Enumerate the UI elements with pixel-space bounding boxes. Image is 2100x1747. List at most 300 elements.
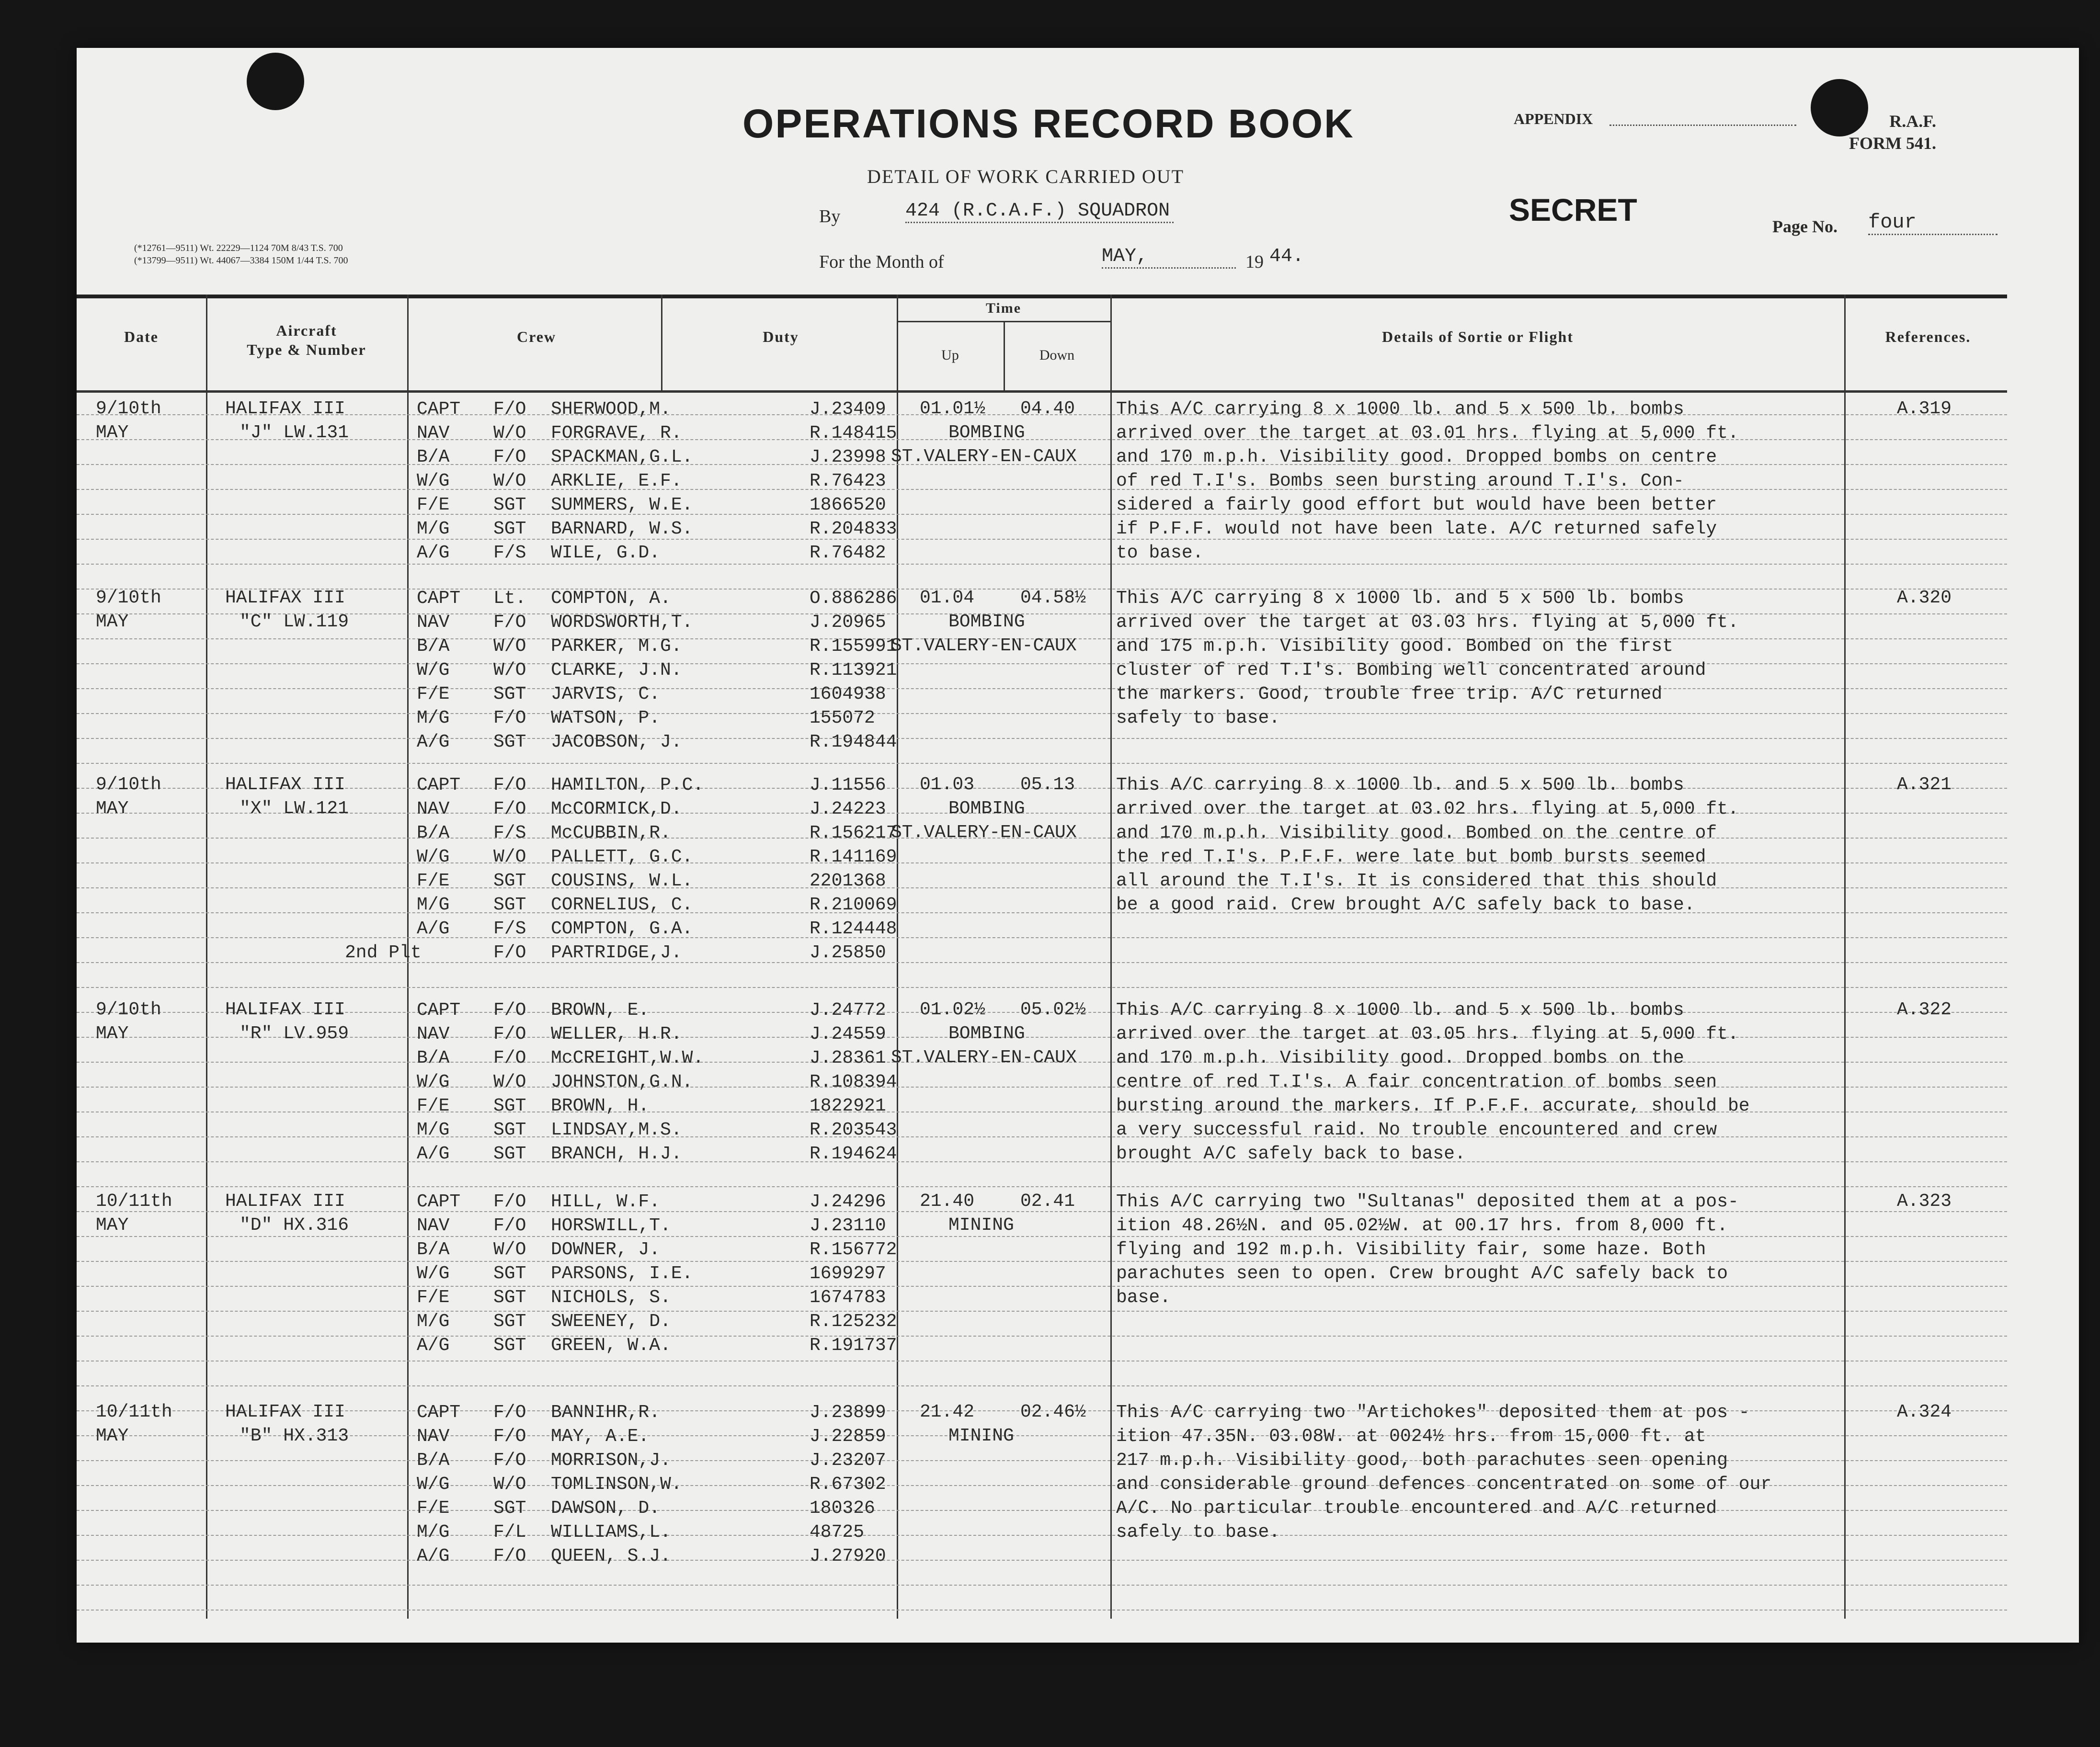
crew-service-number: J.23409 — [810, 399, 886, 420]
details-line: and considerable ground defences concentrated on some of our — [1116, 1474, 1772, 1495]
time-down: 05.13 — [1020, 774, 1075, 795]
crew-name: McCUBBIN,R. — [551, 823, 671, 843]
duty-target: ST.VALERY-EN-CAUX — [891, 635, 1077, 656]
crew-rank: F/O — [493, 1024, 526, 1044]
crew-position: F/E — [417, 1096, 450, 1116]
crew-name: TOMLINSON,W. — [551, 1474, 682, 1495]
print-code-line-1: (*12761—9511) Wt. 22229—1124 70M 8/43 T.S. 700 — [134, 243, 343, 253]
crew-position: B/A — [417, 1239, 450, 1260]
crew-service-number: J.23207 — [810, 1450, 886, 1471]
crew-rank: W/O — [493, 471, 526, 491]
crew-rank: W/O — [493, 847, 526, 867]
crew-name: COUSINS, W.L. — [551, 871, 693, 891]
crew-name: MORRISON,J. — [551, 1450, 671, 1471]
details-line: a very successful raid. No trouble encountered and crew — [1116, 1120, 1717, 1140]
crew-position: W/G — [417, 847, 450, 867]
duty-target: ST.VALERY-EN-CAUX — [891, 446, 1077, 467]
by-label: By — [819, 206, 841, 227]
crew-name: BARNARD, W.S. — [551, 519, 693, 539]
appendix-label: APPENDIX — [1514, 110, 1593, 127]
crew-position: CAPT — [417, 399, 461, 420]
entry-month: MAY — [96, 612, 129, 632]
squadron-value: 424 (R.C.A.F.) SQUADRON — [905, 200, 1174, 223]
crew-service-number: 1822921 — [810, 1096, 886, 1116]
crew-rank: F/O — [493, 1426, 526, 1447]
ruled-line — [77, 1385, 2007, 1386]
aircraft-type: HALIFAX III — [225, 774, 345, 795]
entry-date: 9/10th — [96, 588, 161, 608]
reference: A.319 — [1897, 398, 1952, 419]
details-line: ition 48.26½N. and 05.02½W. at 00.17 hrs. from 8,000 ft. — [1116, 1215, 1728, 1236]
col-header-date: Date — [124, 328, 159, 345]
time-up: 01.04 — [920, 588, 975, 608]
details-line: arrived over the target at 03.01 hrs. flying at 5,000 ft. — [1116, 423, 1739, 443]
crew-position: 2nd Plt — [345, 942, 422, 963]
details-line: centre of red T.I's. A fair concentration of bombs seen — [1116, 1072, 1717, 1092]
aircraft-number: "J" LW.131 — [240, 422, 349, 443]
crew-name: HILL, W.F. — [551, 1191, 661, 1212]
crew-rank: SGT — [493, 871, 526, 891]
crew-position: M/G — [417, 1522, 450, 1543]
crew-name: SUMMERS, W.E. — [551, 495, 693, 515]
crew-name: CLARKE, J.N. — [551, 660, 682, 681]
crew-position: A/G — [417, 919, 450, 939]
crew-rank: Lt. — [493, 588, 526, 609]
crew-service-number: R.76423 — [810, 471, 886, 491]
col-header-details: Details of Sortie or Flight — [1381, 328, 1574, 345]
year-value: 44. — [1269, 246, 1304, 267]
duty-type: MINING — [948, 1426, 1014, 1446]
crew-name: McCORMICK,D. — [551, 799, 682, 819]
ruled-line — [77, 1186, 2007, 1187]
crew-position: B/A — [417, 447, 450, 467]
sortie-details — [1116, 587, 1739, 730]
crew-rank: F/O — [493, 447, 526, 467]
reference: A.324 — [1897, 1402, 1952, 1422]
crew-position: A/G — [417, 732, 450, 752]
crew-position: M/G — [417, 708, 450, 728]
crew-service-number: R.148415 — [810, 423, 897, 443]
crew-service-number: R.67302 — [810, 1474, 886, 1495]
crew-service-number: 1604938 — [810, 684, 886, 704]
crew-rank: SGT — [493, 1311, 526, 1332]
crew-position: M/G — [417, 519, 450, 539]
crew-rank: F/O — [493, 612, 526, 633]
details-line: sidered a fairly good effort but would have been better — [1116, 495, 1717, 515]
crew-name: COMPTON, A. — [551, 588, 671, 609]
crew-service-number: R.113921 — [810, 660, 897, 681]
crew-service-number: O.886286 — [810, 588, 897, 609]
year-prefix: 19 — [1245, 252, 1264, 272]
record-sheet — [77, 48, 2079, 1643]
print-code-line-2: (*13799—9511) Wt. 44067—3384 150M 1/44 T.S. 700 — [134, 255, 348, 266]
details-line: arrived over the target at 03.03 hrs. flying at 5,000 ft. — [1116, 612, 1739, 633]
reference: A.321 — [1897, 774, 1952, 795]
details-line: be a good raid. Crew brought A/C safely back to base. — [1116, 895, 1695, 915]
crew-position: B/A — [417, 1450, 450, 1471]
crew-service-number: J.27920 — [810, 1546, 886, 1566]
duty-type: BOMBING — [948, 612, 1025, 632]
entry-date: 9/10th — [96, 398, 161, 419]
crew-name: MAY, A.E. — [551, 1426, 650, 1447]
crew-name: SWEENEY, D. — [551, 1311, 671, 1332]
crew-rank: SGT — [493, 1287, 526, 1308]
operations-table — [77, 295, 2007, 1619]
details-line: This A/C carrying 8 x 1000 lb. and 5 x 500 lb. bombs — [1116, 588, 1684, 609]
aircraft-type: HALIFAX III — [225, 1402, 345, 1422]
month-label: For the Month of — [819, 252, 944, 272]
crew-name: JARVIS, C. — [551, 684, 661, 704]
sortie-details — [1116, 1190, 1739, 1310]
col-header-crew: Crew — [516, 328, 557, 345]
crew-name: PARSONS, I.E. — [551, 1263, 693, 1284]
crew-name: DAWSON, D. — [551, 1498, 661, 1519]
details-line: bursting around the markers. If P.F.F. accurate, should be — [1116, 1096, 1750, 1116]
aircraft-type: HALIFAX III — [225, 1191, 345, 1212]
reference: A.320 — [1897, 588, 1952, 608]
entry-date: 9/10th — [96, 774, 161, 795]
duty-type: BOMBING — [948, 422, 1025, 443]
crew-position: CAPT — [417, 1000, 461, 1021]
crew-position: M/G — [417, 1311, 450, 1332]
crew-rank: F/O — [493, 799, 526, 819]
crew-rank: F/O — [493, 399, 526, 420]
crew-name: SHERWOOD,M. — [551, 399, 671, 420]
crew-service-number: J.23998 — [810, 447, 886, 467]
details-line: and 170 m.p.h. Visibility good. Dropped bombs on centre — [1116, 447, 1717, 467]
crew-position: NAV — [417, 1426, 450, 1447]
crew-name: WILE, G.D. — [551, 543, 661, 563]
details-line: and 175 m.p.h. Visibility good. Bombed on the first — [1116, 636, 1673, 657]
crew-position: NAV — [417, 1215, 450, 1236]
crew-rank: SGT — [493, 1335, 526, 1356]
crew-name: HAMILTON, P.C. — [551, 775, 704, 795]
details-line: the red T.I's. P.F.F. were late but bomb bursts seemed — [1116, 847, 1706, 867]
crew-position: CAPT — [417, 588, 461, 609]
col-header-aircraft-1: Aircraft — [276, 322, 337, 339]
crew-rank: F/S — [493, 919, 526, 939]
crew-service-number: 1699297 — [810, 1263, 886, 1284]
details-line: safely to base. — [1116, 708, 1280, 728]
crew-service-number: J.24559 — [810, 1024, 886, 1044]
details-line: This A/C carrying 8 x 1000 lb. and 5 x 500 lb. bombs — [1116, 1000, 1684, 1021]
details-line: 217 m.p.h. Visibility good, both parachutes seen opening — [1116, 1450, 1728, 1471]
aircraft-number: "C" LW.119 — [240, 612, 349, 632]
crew-rank: F/S — [493, 543, 526, 563]
crew-service-number: R.156217 — [810, 823, 897, 843]
ruled-line — [77, 937, 2007, 938]
time-up: 01.02½ — [920, 999, 985, 1020]
crew-service-number: J.11556 — [810, 775, 886, 795]
aircraft-type: HALIFAX III — [225, 398, 345, 419]
crew-name: WATSON, P. — [551, 708, 661, 728]
crew-name: WELLER, H.R. — [551, 1024, 682, 1044]
details-line: brought A/C safely back to base. — [1116, 1144, 1466, 1164]
time-up: 01.03 — [920, 774, 975, 795]
table-header-rule — [77, 390, 2007, 393]
crew-rank: SGT — [493, 732, 526, 752]
crew-name: McCREIGHT,W.W. — [551, 1048, 704, 1068]
crew-service-number: 180326 — [810, 1498, 875, 1519]
time-up: 21.40 — [920, 1191, 975, 1212]
crew-name: JACOBSON, J. — [551, 732, 682, 752]
crew-name: QUEEN, S.J. — [551, 1546, 671, 1566]
aircraft-number: "X" LW.121 — [240, 798, 349, 819]
crew-service-number: 2201368 — [810, 871, 886, 891]
crew-position: F/E — [417, 495, 450, 515]
crew-position: F/E — [417, 1498, 450, 1519]
crew-service-number: J.24772 — [810, 1000, 886, 1021]
reference: A.323 — [1897, 1191, 1952, 1212]
crew-position: M/G — [417, 1120, 450, 1140]
time-up: 01.01½ — [920, 398, 985, 419]
crew-name: BRANCH, H.J. — [551, 1144, 682, 1164]
crew-name: CORNELIUS, C. — [551, 895, 693, 915]
crew-position: B/A — [417, 1048, 450, 1068]
crew-position: M/G — [417, 895, 450, 915]
ruled-line — [77, 1610, 2007, 1611]
crew-rank: SGT — [493, 1263, 526, 1284]
details-line: arrived over the target at 03.05 hrs. flying at 5,000 ft. — [1116, 1024, 1739, 1044]
crew-name: WILLIAMS,L. — [551, 1522, 671, 1543]
crew-position: NAV — [417, 799, 450, 819]
crew-service-number: R.125232 — [810, 1311, 897, 1332]
crew-rank: W/O — [493, 423, 526, 443]
crew-rank: F/O — [493, 1000, 526, 1021]
crew-service-number: R.194624 — [810, 1144, 897, 1164]
crew-name: BANNIHR,R. — [551, 1402, 661, 1423]
crew-service-number: R.141169 — [810, 847, 897, 867]
crew-rank: F/L — [493, 1522, 526, 1543]
crew-service-number: R.108394 — [810, 1072, 897, 1092]
crew-name: PARKER, M.G. — [551, 636, 682, 657]
crew-position: NAV — [417, 612, 450, 633]
entry-date: 10/11th — [96, 1191, 172, 1212]
crew-name: PARTRIDGE,J. — [551, 942, 682, 963]
crew-position: W/G — [417, 471, 450, 491]
crew-position: W/G — [417, 1474, 450, 1495]
crew-rank: SGT — [493, 1096, 526, 1116]
crew-rank: SGT — [493, 519, 526, 539]
details-line: This A/C carrying two "Artichokes" deposited them at pos - — [1116, 1402, 1750, 1423]
crew-position: CAPT — [417, 775, 461, 795]
entry-date: 10/11th — [96, 1402, 172, 1422]
crew-rank: F/O — [493, 1402, 526, 1423]
duty-type: BOMBING — [948, 798, 1025, 819]
details-line: base. — [1116, 1287, 1171, 1308]
time-down: 04.58½ — [1020, 588, 1086, 608]
reference: A.322 — [1897, 999, 1952, 1020]
details-line: This A/C carrying 8 x 1000 lb. and 5 x 500 lb. bombs — [1116, 399, 1684, 420]
crew-position: B/A — [417, 823, 450, 843]
crew-position: A/G — [417, 1335, 450, 1356]
crew-service-number: J.25850 — [810, 942, 886, 963]
details-line: if P.F.F. would not have been late. A/C returned safely — [1116, 519, 1717, 539]
details-line: and 170 m.p.h. Visibility good. Dropped bombs on the — [1116, 1048, 1684, 1068]
crew-name: NICHOLS, S. — [551, 1287, 671, 1308]
crew-rank: F/O — [493, 1215, 526, 1236]
col-header-down: Down — [1039, 347, 1075, 363]
time-down: 04.40 — [1020, 398, 1075, 419]
crew-service-number: R.191737 — [810, 1335, 897, 1356]
crew-name: WORDSWORTH,T. — [551, 612, 693, 633]
crew-position: CAPT — [417, 1191, 461, 1212]
crew-rank: F/O — [493, 1450, 526, 1471]
details-line: of red T.I's. Bombs seen bursting around T.I's. Con- — [1116, 471, 1684, 491]
crew-rank: W/O — [493, 1239, 526, 1260]
crew-rank: W/O — [493, 1072, 526, 1092]
crew-rank: F/O — [493, 775, 526, 795]
sortie-details — [1116, 1401, 1771, 1544]
page-title: OPERATIONS RECORD BOOK — [742, 101, 1355, 146]
details-line: to base. — [1116, 543, 1204, 563]
details-line: parachutes seen to open. Crew brought A/C safely back to — [1116, 1263, 1728, 1284]
crew-rank: SGT — [493, 1144, 526, 1164]
crew-position: F/E — [417, 684, 450, 704]
details-line: This A/C carrying 8 x 1000 lb. and 5 x 500 lb. bombs — [1116, 775, 1684, 795]
page-number-value: four — [1868, 211, 1997, 235]
page-number-label: Page No. — [1772, 217, 1838, 236]
crew-position: A/G — [417, 543, 450, 563]
aircraft-number: "R" LV.959 — [240, 1023, 349, 1044]
crew-service-number: J.24223 — [810, 799, 886, 819]
crew-service-number: R.204833 — [810, 519, 897, 539]
table-top-rule — [77, 295, 2007, 298]
crew-position: W/G — [417, 1072, 450, 1092]
ruled-line — [77, 1585, 2007, 1586]
crew-rank: SGT — [493, 1120, 526, 1140]
ruled-line — [77, 763, 2007, 764]
ruled-line — [77, 738, 2007, 739]
details-line: and 170 m.p.h. Visibility good. Bombed on the centre of — [1116, 823, 1717, 843]
col-header-references: References. — [1885, 328, 1971, 345]
ruled-line — [77, 987, 2007, 988]
crew-service-number: J.28361 — [810, 1048, 886, 1068]
time-down: 02.46½ — [1020, 1402, 1086, 1422]
crew-rank: W/O — [493, 636, 526, 657]
crew-rank: F/O — [493, 942, 526, 963]
time-down: 05.02½ — [1020, 999, 1086, 1020]
aircraft-number: "D" HX.316 — [240, 1215, 349, 1236]
print-code — [134, 242, 348, 267]
details-line: This A/C carrying two "Sultanas" deposited them at a pos- — [1116, 1191, 1739, 1212]
crew-name: SPACKMAN,G.L. — [551, 447, 693, 467]
crew-position: NAV — [417, 423, 450, 443]
month-value: MAY, — [1102, 246, 1236, 269]
crew-position: A/G — [417, 1546, 450, 1566]
form-line-1: R.A.F. — [1889, 112, 1936, 131]
details-line: cluster of red T.I's. Bombing well concentrated around — [1116, 660, 1706, 681]
crew-service-number: 155072 — [810, 708, 875, 728]
col-divider — [897, 295, 898, 1619]
crew-name: BROWN, H. — [551, 1096, 650, 1116]
crew-name: BROWN, E. — [551, 1000, 650, 1021]
details-line: A/C. No particular trouble encountered and A/C returned — [1116, 1498, 1717, 1519]
page-subtitle: DETAIL OF WORK CARRIED OUT — [867, 166, 1185, 187]
col-header-aircraft-2: Type & Number — [247, 341, 366, 358]
form-line-2: FORM 541. — [1849, 134, 1936, 153]
punch-hole-left — [247, 53, 304, 110]
crew-service-number: J.20965 — [810, 612, 886, 633]
time-down: 02.41 — [1020, 1191, 1075, 1212]
crew-service-number: R.124448 — [810, 919, 897, 939]
crew-rank: SGT — [493, 895, 526, 915]
crew-service-number: R.194844 — [810, 732, 897, 752]
crew-name: LINDSAY,M.S. — [551, 1120, 682, 1140]
aircraft-type: HALIFAX III — [225, 999, 345, 1020]
crew-position: W/G — [417, 1263, 450, 1284]
aircraft-number: "B" HX.313 — [240, 1426, 349, 1446]
crew-service-number: 1866520 — [810, 495, 886, 515]
entry-month: MAY — [96, 1426, 129, 1446]
col-header-aircraft — [211, 321, 402, 359]
crew-name: ARKLIE, E.F. — [551, 471, 682, 491]
appendix-line — [1609, 125, 1796, 126]
crew-rank: F/O — [493, 1191, 526, 1212]
crew-name: COMPTON, G.A. — [551, 919, 693, 939]
crew-service-number: 48725 — [810, 1522, 865, 1543]
crew-name: JOHNSTON,G.N. — [551, 1072, 693, 1092]
crew-name: PALLETT, G.C. — [551, 847, 693, 867]
col-divider — [661, 295, 662, 390]
crew-name: DOWNER, J. — [551, 1239, 661, 1260]
col-divider — [1844, 295, 1846, 1619]
entry-month: MAY — [96, 1215, 129, 1236]
crew-service-number: R.155991 — [810, 636, 897, 657]
entry-date: 9/10th — [96, 999, 161, 1020]
crew-position: F/E — [417, 871, 450, 891]
crew-service-number: J.23110 — [810, 1215, 886, 1236]
crew-rank: SGT — [493, 684, 526, 704]
crew-service-number: R.203543 — [810, 1120, 897, 1140]
crew-rank: F/O — [493, 1048, 526, 1068]
classification-stamp: SECRET — [1509, 192, 1637, 227]
crew-service-number: R.156772 — [810, 1239, 897, 1260]
col-divider — [206, 295, 207, 1619]
details-line: the markers. Good, trouble free trip. A/C returned — [1116, 684, 1663, 704]
details-line: arrived over the target at 03.02 hrs. flying at 5,000 ft. — [1116, 799, 1739, 819]
crew-service-number: J.23899 — [810, 1402, 886, 1423]
crew-service-number: 1674783 — [810, 1287, 886, 1308]
crew-name: GREEN, W.A. — [551, 1335, 671, 1356]
form-number — [1849, 110, 1936, 154]
duty-target: ST.VALERY-EN-CAUX — [891, 1047, 1077, 1068]
crew-position: A/G — [417, 1144, 450, 1164]
crew-rank: F/O — [493, 708, 526, 728]
sortie-details — [1116, 773, 1739, 917]
col-header-up: Up — [941, 347, 959, 363]
details-line: safely to base. — [1116, 1522, 1280, 1543]
crew-rank: W/O — [493, 1474, 526, 1495]
aircraft-type: HALIFAX III — [225, 588, 345, 608]
sortie-details — [1116, 397, 1739, 565]
col-divider — [1110, 295, 1112, 1619]
crew-service-number: J.24296 — [810, 1191, 886, 1212]
crew-rank: F/S — [493, 823, 526, 843]
crew-rank: SGT — [493, 495, 526, 515]
col-header-duty: Duty — [763, 328, 799, 345]
details-line: ition 47.35N. 03.08W. at 0024½ hrs. from 15,000 ft. at — [1116, 1426, 1706, 1447]
crew-rank: F/O — [493, 1546, 526, 1566]
crew-position: CAPT — [417, 1402, 461, 1423]
ruled-line — [77, 1336, 2007, 1337]
crew-position: F/E — [417, 1287, 450, 1308]
crew-service-number: R.76482 — [810, 543, 886, 563]
duty-type: MINING — [948, 1215, 1014, 1236]
time-up: 21.42 — [920, 1402, 975, 1422]
crew-name: HORSWILL,T. — [551, 1215, 671, 1236]
duty-type: BOMBING — [948, 1023, 1025, 1044]
